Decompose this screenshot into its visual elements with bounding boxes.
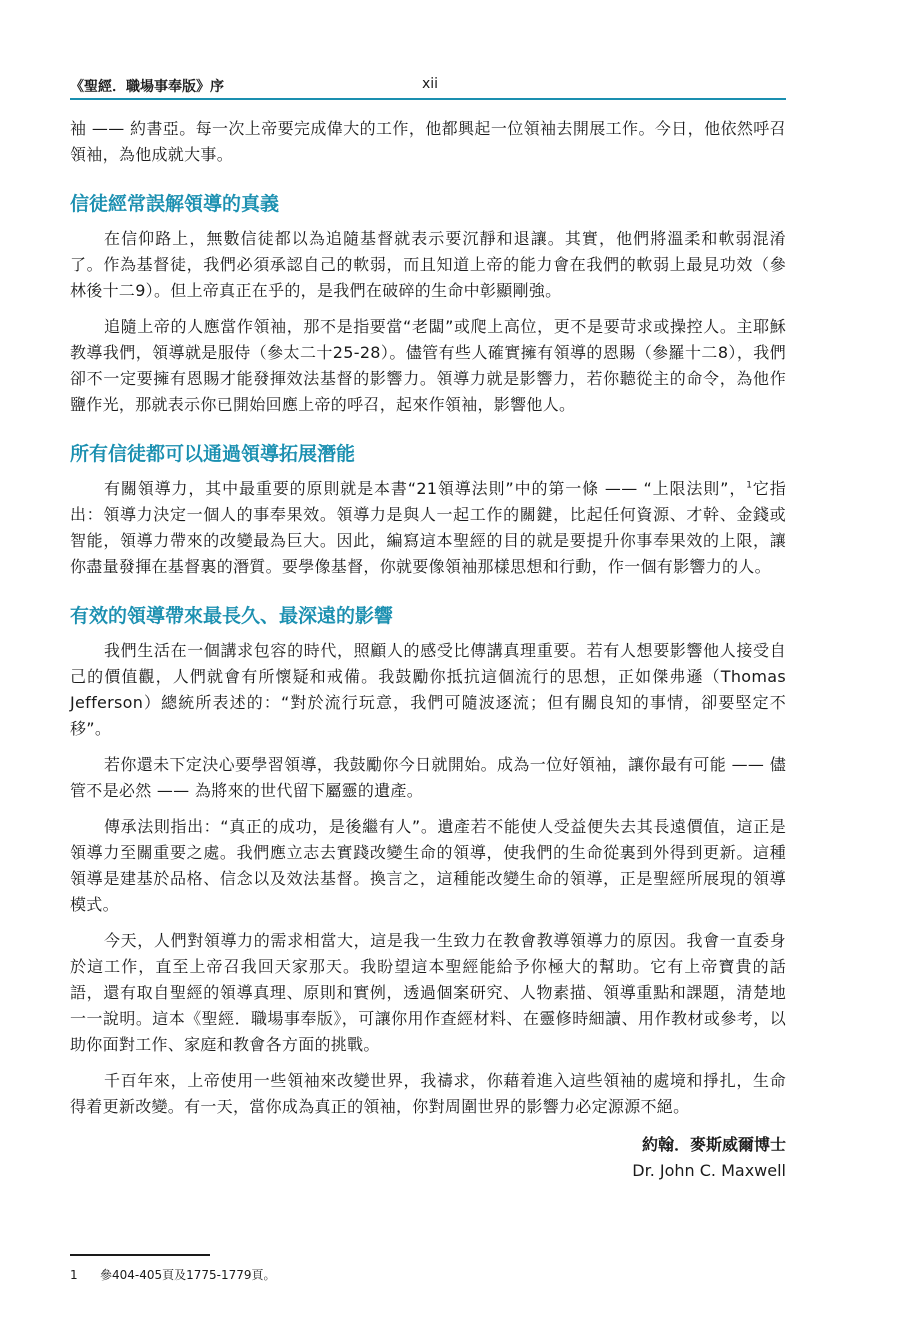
body-paragraph-with-footnote xyxy=(70,476,786,580)
signature-chinese-name: 約翰．麥斯威爾博士 xyxy=(641,1135,786,1154)
paragraph-text-after-ref: 它指出：領導力決定一個人的事奉果效。領導力是與人一起工作的關鍵，比起任何資源、才幹、金錢或智能，領導力帶來的改變最為巨大。因此，編寫這本聖經的目的就是要提升你事奉果效的上限，讓你盡量發揮在基督裏的潛質。要學像基督，你就要像領袖那樣思想和行動，作一個有影響力的人。 xyxy=(70,479,786,576)
running-header xyxy=(70,74,786,100)
body-paragraph: 我們生活在一個講求包容的時代，照顧人的感受比傳講真理重要。若有人想要影響他人接受自己的價值觀，人們就會有所懷疑和戒備。我鼓勵你抵抗這個流行的思想，正如傑弗遜（Thomas Jefferson）總統所表述的：“對於流行玩意，我們可隨波逐流；但有關良知的事情，卻要堅定不移”。 xyxy=(70,641,786,738)
body-paragraph: 追隨上帝的人應當作領袖，那不是指要當“老闆”或爬上高位，更不是要苛求或操控人。主耶穌教導我們，領導就是服侍（參太二十25-28）。儘管有些人確實擁有領導的恩賜（參羅十二8），我們卻不一定要擁有恩賜才能發揮效法基督的影響力。領導力就是影響力，若你聽從主的命令，為他作鹽作光，那就表示你已開始回應上帝的呼召，起來作領袖，影響他人。 xyxy=(70,317,786,414)
paragraph-text-before-ref: 有關領導力，其中最重要的原則就是本書“21領導法則”中的第一條 —— “上限法則”， xyxy=(104,479,747,498)
body-paragraph: 傳承法則指出：“真正的成功，是後繼有人”。遺產若不能使人受益便失去其長遠價值，這正是領導力至關重要之處。我們應立志去實踐改變生命的領導，使我們的生命從裏到外得到更新。這種領導是建基於品格、信念以及效法基督。換言之，這種能改變生命的領導，正是聖經所展現的領導模式。 xyxy=(70,817,786,914)
body-paragraph: 今天，人們對領導力的需求相當大，這是我一生致力在教會教導領導力的原因。我會一直委身於這工作，直至上帝召我回天家那天。我盼望這本聖經能給予你極大的幫助。它有上帝寶貴的話語，還有取自聖經的領導真理、原則和實例，透過個案研究、人物素描、領導重點和課題，清楚地一一說明。這本《聖經．職場事奉版》，可讓你用作查經材料、在靈修時細讀、用作教材或參考，以助你面對工作、家庭和教會各方面的挑戰。 xyxy=(70,931,786,1054)
footnote-divider xyxy=(70,1254,210,1256)
body-paragraph: 千百年來，上帝使用一些領袖來改變世界，我禱求，你藉着進入這些領袖的處境和掙扎，生命得着更新改變。有一天，當你成為真正的領袖，你對周圍世界的影響力必定源源不絕。 xyxy=(70,1071,786,1116)
header-book-title: 《聖經．職場事奉版》序 xyxy=(70,79,224,95)
body-paragraph: 若你還未下定決心要學習領導，我鼓勵你今日就開始。成為一位好領袖，讓你最有可能 —— 儘管不是必然 —— 為將來的世代留下屬靈的遺產。 xyxy=(70,755,786,800)
signature-english-name: Dr. John C. Maxwell xyxy=(632,1161,786,1180)
footnote xyxy=(70,1266,276,1283)
intro-paragraph: 袖 —— 約書亞。每一次上帝要完成偉大的工作，他都興起一位領袖去開展工作。今日，他依然呼召領袖，為他成就大事。 xyxy=(70,119,786,164)
body-paragraph: 在信仰路上，無數信徒都以為追隨基督就表示要沉靜和退讓。其實，他們將溫柔和軟弱混淆了。作為基督徒，我們必須承認自己的軟弱，而且知道上帝的能力會在我們的軟弱上最見功效（參林後十二9）。但上帝真正在乎的，是我們在破碎的生命中彰顯剛強。 xyxy=(70,229,786,300)
footnote-text: 參404-405頁及1775-1779頁。 xyxy=(100,1268,276,1282)
section-heading-2: 所有信徒都可以通過領導拓展潛能 xyxy=(70,443,356,465)
section-heading-3: 有效的領導帶來最長久、最深遠的影響 xyxy=(70,605,394,627)
page-body xyxy=(70,116,786,1184)
footnote-reference[interactable]: 1 xyxy=(746,480,753,491)
footnote-number: 1 xyxy=(70,1268,78,1282)
signature-block xyxy=(70,1132,786,1184)
page-number: xii xyxy=(422,76,439,92)
section-heading-1: 信徒經常誤解領導的真義 xyxy=(70,193,280,215)
